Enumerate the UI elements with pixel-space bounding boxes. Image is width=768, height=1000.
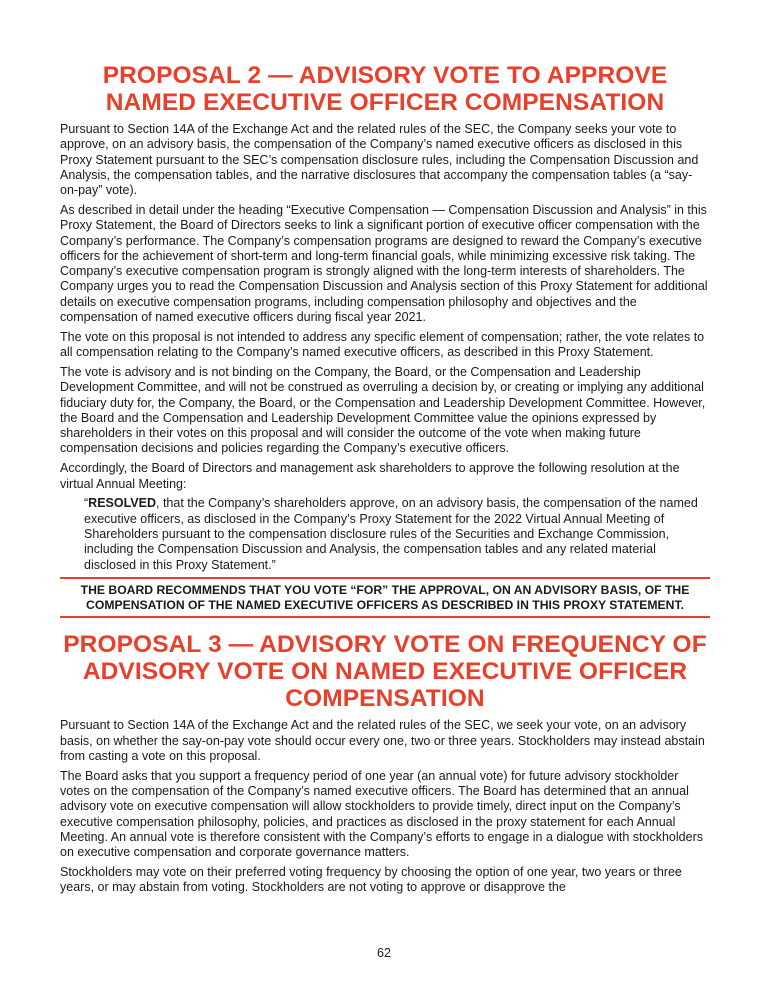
proposal-3-paragraph: Stockholders may vote on their preferred voting frequency by choosing the option of one year, two years or three years, or may abstain from voting. Stockholders are not voting to approve or disapprove the [60,864,682,895]
resolution-open-quote: “ [84,496,89,511]
page-number: 62 [377,946,391,960]
proposal-2-title: PROPOSAL 2 — ADVISORY VOTE TO APPROVE NAMED EXECUTIVE OFFICER COMPENSATION [102,62,668,116]
proposal-2-paragraph: Accordingly, the Board of Directors and management ask shareholders to approve the following resolution at the virtual Annual Meeting: [60,461,680,491]
resolution-keyword: RESOLVED [88,496,157,511]
proposal-3-paragraph: The Board asks that you support a frequency period of one year (an annual vote) for future advisory stockholder votes on the compensation of the Company’s named executive officers. The Board has determined that an annual advisory vote on executive compensation will allow stockholders to provide timely, direct input on the Company’s executive compensation philosophy, policies, and practices as disclosed in the proxy statement for each Annual Meeting. An annual vote is therefore consistent with the Company’s efforts to engage in a dialogue with stockholders on executive compensation and corporate governance matters. [60,768,703,860]
proposal-2-paragraph: As described in detail under the heading “Executive Compensation — Compensation Discussion and Analysis” in this Proxy Statement, the Board of Directors seeks to link a significant portion of executive officer compensation with the Company’s performance. The Company’s compensation programs are designed to reward the Company’s executive officers for the achievement of short-term and long-term financial goals, while minimizing excessive risk taking. The Company’s executive compensation program is strongly aligned with the long-term interests of shareholders. The Company urges you to read the Compensation Discussion and Analysis section of this Proxy Statement for additional details on executive compensation programs, including compensation philosophy and objectives and the compensation of named executive officers during fiscal year 2021. [60,202,708,325]
resolution-quote [84,496,710,572]
proposal-2-paragraph: Pursuant to Section 14A of the Exchange Act and the related rules of the SEC, the Company seeks your vote to approve, on an advisory basis, the compensation of the Company’s named executive officers as disclosed in this Proxy Statement pursuant to the SEC’s compensation disclosure rules, including the Compensation Discussion and Analysis, the compensation tables, and the narrative disclosures that accompany the compensation tables (a “say-on-pay” vote). [60,122,699,198]
proposal-3-paragraph: Pursuant to Section 14A of the Exchange Act and the related rules of the SEC, we seek your vote, on an advisory basis, on whether the say-on-pay vote should occur every one, two or three years. Stockholders may instead abstain from casting a vote on this proposal. [60,718,705,763]
board-recommendation: THE BOARD RECOMMENDS THAT YOU VOTE “FOR” THE APPROVAL, ON AN ADVISORY BASIS, OF THE COMPENSATION OF THE NAMED EXECUTIVE OFFICERS AS DESCRIBED IN THIS PROXY STATEMENT. [60,577,710,618]
proposal-2-paragraph: The vote is advisory and is not binding on the Company, the Board, or the Compensation and Leadership Development Committee, and will not be construed as overruling a decision by, or creating or implying any additional fiduciary duty for, the Company, the Board, or the Compensation and Leadership Development Committee. However, the Board and the Compensation and Leadership Development Committee value the opinions expressed by shareholders in their votes on this proposal and will consider the outcome of the vote when making future compensation decisions and policies regarding the Company’s executive officers. [60,364,706,456]
proposal-3-title: PROPOSAL 3 — ADVISORY VOTE ON FREQUENCY OF ADVISORY VOTE ON NAMED EXECUTIVE OFFICER COMPENSATION [63,631,707,713]
document-page [60,62,710,900]
resolution-text: , that the Company’s shareholders approve, on an advisory basis, the compensation of the named executive officers, as disclosed in the Company’s Proxy Statement for the 2022 Virtual Annual Meeting of Shareholders pursuant to the compensation disclosure rules of the Securities and Exchange Commission, including the Compensation Discussion and Analysis, the compensation tables and any related material disclosed in this Proxy Statement.” [84,496,698,572]
proposal-2-paragraph: The vote on this proposal is not intended to address any specific element of compensation; rather, the vote relates to all compensation relating to the Company’s named executive officers, as described in this Proxy Statement. [60,329,705,360]
